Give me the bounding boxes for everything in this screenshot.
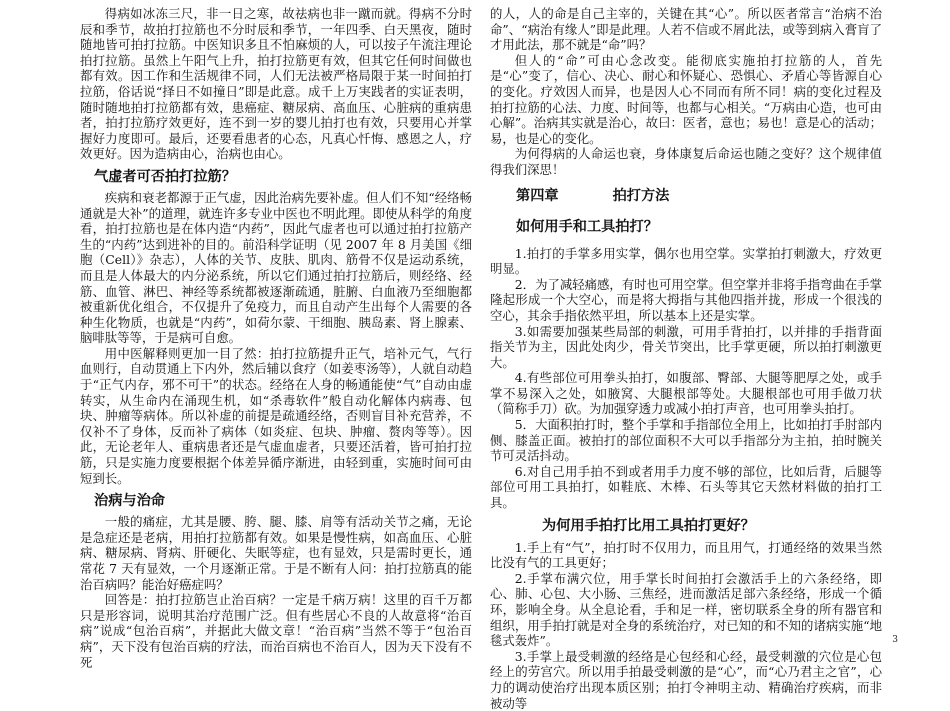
paragraph: 为何得病的人命运也衰，身体康复后命运也随之变好？这个规律值得我们深思！	[490, 146, 882, 177]
section-heading-treat-disease-fate: 治病与治命	[94, 493, 165, 510]
paragraph: 的人，人的命是自己主宰的，关键在其“心”。所以医者常言“治病不治命”、“病治有缘人”即是此理。人若不信或不屑此法，或等到病入膏肓了才用此法，那不就是“命”吗？	[490, 6, 882, 53]
section-heading-qi-deficiency: 气虚者可否拍打拉筋？	[94, 168, 236, 185]
page-number: 3	[892, 635, 898, 645]
chapter-title: 拍打方法	[612, 187, 670, 204]
chapter-label: 第四章	[516, 187, 559, 204]
section-heading-how-to-pat: 如何用手和工具拍打？	[516, 218, 658, 235]
list-item: 1.拍打的手掌多用实掌，偶尔也用空掌。实掌拍打刺激大，疗效更明显。	[490, 245, 882, 277]
paragraph: 但人的“命”可由心念改变。能彻底实施拍打拉筋的人，首先是“心”变了，信心、决心、耐心和怀疑心、恐惧心、矛盾心等皆源自心的变化。疗效因人而异，也是因人心不同而有所不同！病的变化过程及拍打拉筋的心法、力度、时间等，也都与心相关。“万病由心造，也可由心解”。治病其实就是治心，故曰：医者，意也；易也！意是心的活动；易，也是心的变化。	[490, 52, 882, 146]
list-item: 2．为了减轻痛感，有时也可用空掌。但空掌并非将手指弯曲在手掌隆起形成一个大空心，而是将大拇指与其他四指并拢，形成一个很浅的空心，其余手指依然平坦，所以基本上还是实掌。	[490, 276, 883, 323]
list-item: 6.对自己用手拍不到或者用手力度不够的部位，比如后背，后腿等部位可用工具拍打，如鞋底、木棒、石头等其它天然材料做的拍打工具。	[490, 463, 882, 511]
paragraph: 一般的痛症，尤其是腰、胯、腿、膝、肩等有活动关节之痛，无论是急症还是老病，用拍打拉筋都有效。如果是慢性病，如高血压、心脏病、糖尿病、肾病、肝硬化、失眠等症，也有显效，只是需时更长，通常花 7 天有显效，一个月逐渐正常。于是不断有人问：拍打拉筋真的能治百病吗？能治好癌症吗？	[80, 514, 472, 592]
section-heading-hand-vs-tool: 为何用手拍打比用工具拍打更好？	[542, 517, 755, 534]
list-item: 3.手掌上最受刺激的经络是心包经和心经，最受刺激的穴位是心包经上的劳宫穴。所以用手拍最受刺激的是“心”，而“心乃君主之官”，心力的调动使治疗出现本质区别；拍打令神明主动、精确治疗疾病，而非被动等	[490, 648, 882, 711]
right-column	[490, 6, 882, 711]
paragraph: 用中医解释则更加一目了然：拍打拉筋提升正气，培补元气，气行血则行，自动贯通上下内外，然后辅以食疗（如姜枣汤等），人就自动趋于“正气内存，邪不可干”的状态。经络在人身的畅通能使“气”自动由虚转实，从生命内在涌现生机，如“杀毒软件”般自动化解体内病毒、包块、肿瘤等病体。所以补虚的前提是疏通经络，否则盲目补充营养，不仅补不了身体，反而补了病体（如炎症、包块、肿瘤、赘肉等等）。因此，无论老年人、重病患者还是气虚血虚者，只要还活着，皆可拍打拉筋，只是实施力度要根据个体差异循序渐进，由轻到重，实施时间可由短到长。	[80, 345, 472, 486]
list-item: 4.有些部位可用拳头拍打，如腹部、臀部、大腿等肥厚之处，或手掌不易深入之处，如腋窝、大腿根部等处。大腿根部也可用手做刀状（简称手刀）砍。为加强穿透力或减小拍打声音，也可用拳头拍打。	[490, 370, 882, 417]
list-item: 5．大面积拍打时，整个手掌和手指部位全用上，比如拍打手肘部内侧、膝盖正面。被拍打的部位面积不大可以手指部分为主拍，拍时腕关节可灵活抖动。	[490, 417, 883, 464]
list-item: 1.手上有“气”，拍打时不仅用力，而且用气，打通经络的效果当然比没有气的工具更好；	[490, 539, 882, 571]
paragraph: 回答是：拍打拉筋岂止治百病？一定是千病万病！这里的百千万都只是形容词，说明其治疗范围广泛。但有些居心不良的人故意将“治百病”说成“包治百病”，并据此大做文章！“治百病”当然不等于“包治百病”，天下没有包治百病的疗法，而治百病也不治百人，因为天下没有不死	[80, 592, 472, 670]
chapter-heading	[490, 187, 882, 205]
paragraph: 疾病和衰老都源于正气虚，因此治病先要补虚。但人们不知“经络畅通就是大补”的道理，就连许多专业中医也不明此理。即使从科学的角度看，拍打拉筋也是在体内造“内药”，因此气虚者也可以通过拍打拉筋产生的“内药”达到进补的目的。前沿科学证明（见 2007 年 8 月美国《细胞（Cell）》杂志），人体的关节、皮肤、肌肉、筋骨不仅是运动系统，而且是人体最大的内分泌系统，所以它们通过拍打拉筋后，则经络、经筋、血管、淋巴、神经等系统都被逐渐疏通，脏腑、白血液乃至细胞都被重新优化组合，不仅提升了免疫力，而且自动产生出每个人需要的各种生化物质，也就是“内药”，如荷尔蒙、干细胞、胰岛素、肾上腺素、脑啡肽等等，于是病可自愈。	[80, 189, 472, 346]
left-column	[80, 6, 472, 670]
paragraph: 得病如冰冻三尺，非一日之寒，故祛病也非一蹴而就。得病不分时辰和季节，故拍打拉筋也不分时辰和季节，一年四季、白天黑夜，随时随地皆可拍打拉筋。中医知识多且不怕麻烦的人，可以按子午流注理论拍打拉筋。虽然上午阳气上升，拍打拉筋更有效，但其它任何时间做也都有效。因工作和生活规律不同，人们无法被严格局限于某一时间拍打拉筋，俗话说“择日不如撞日”即是此意。成千上万実践者的实证表明，随时随地拍打拉筋都有效，患癌症、糖尿病、高血压、心脏病的重病患者，拍打拉筋疗效更好，连不到一岁的婴儿拍打也有效，只要用心并掌握好力度即可。最后，还要看患者的心态，凡真心忏悔、感恩之人，疗效更好。因为造病由心，治病也由心。	[80, 6, 472, 162]
list-item: 2.手掌布满穴位，用手掌长时间拍打会激活手上的六条经络，即心、肺、心包、大小肠、三焦经，进而激活足部六条经络，形成一个循环，影响全身。从全息论看，手和足一样，密切联系全身的所有器官和组织，用手拍打就是对全身的系统治疗，对已知的和不知的诸病实施“地毯式轰炸”。	[490, 570, 882, 649]
list-item: 3.如需要加强某些局部的刺激，可用手背拍打，以并排的手指背面指关节为主，因此处肉少，骨关节突出，比手掌更硬，所以拍打刺激更大。	[490, 323, 882, 370]
